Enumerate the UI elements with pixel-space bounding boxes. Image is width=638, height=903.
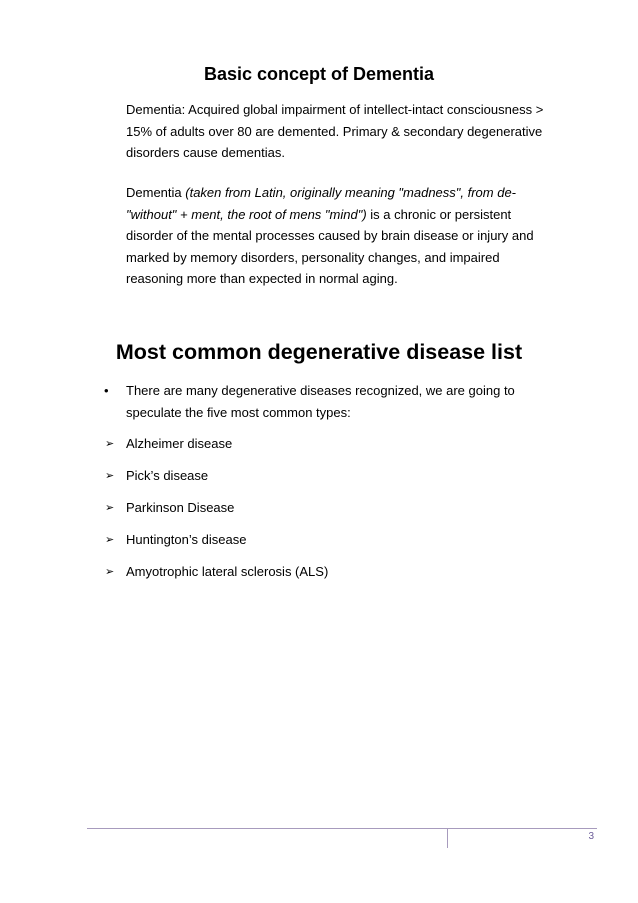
list-item-label: Pick’s disease — [126, 468, 209, 483]
paragraph-line: 15% of adults over 80 are demented. Primary & secondary degenerative — [126, 123, 543, 139]
dementia-etymology-paragraph — [126, 182, 596, 290]
paragraph-line: Dementia: Acquired global impairment of intellect-intact consciousness > — [126, 102, 544, 117]
bullet-text-line: There are many degenerative diseases recognized, we are going to — [126, 383, 515, 398]
paragraph-line: reasoning more than expected in normal aging. — [126, 271, 398, 287]
paragraph-text: is a chronic or persistent — [366, 206, 512, 222]
arrow-bullet-icon: ➢ — [105, 534, 115, 546]
arrow-bullet-icon: ➢ — [105, 566, 115, 578]
list-item-alzheimer — [105, 434, 233, 454]
list-item-label: Amyotrophic lateral sclerosis (ALS) — [126, 564, 329, 579]
list-item-picks — [105, 466, 209, 486]
arrow-bullet-icon: ➢ — [105, 438, 115, 450]
page-number: 3 — [588, 831, 594, 842]
bullet-intro — [104, 380, 596, 423]
paragraph-line: marked by memory disorders, personality changes, and impaired — [126, 249, 500, 265]
list-item-parkinson — [105, 498, 235, 518]
paragraph-line: disorders cause dementias. — [126, 145, 285, 161]
arrow-bullet-icon: ➢ — [105, 470, 115, 482]
section-title-dementia: Basic concept of Dementia — [203, 64, 435, 84]
list-item-label: Huntington’s disease — [126, 532, 247, 547]
list-item-label: Alzheimer disease — [126, 436, 233, 451]
list-item-als — [105, 562, 329, 582]
paragraph-line: disorder of the mental processes caused by brain disease or injury and — [126, 228, 534, 244]
page-number-box — [447, 828, 597, 848]
section-title-degenerative-diseases: Most common degenerative disease list — [115, 340, 523, 364]
etymology-text: (taken from Latin, originally meaning "madness", from de- — [185, 185, 517, 200]
paragraph-lead: Dementia — [126, 185, 186, 200]
list-item-label: Parkinson Disease — [126, 500, 235, 515]
arrow-bullet-icon: ➢ — [105, 502, 115, 514]
dementia-definition-paragraph — [126, 99, 596, 164]
etymology-text: "without" + ment, the root of mens "mind") — [126, 206, 367, 222]
bullet-icon: • — [104, 383, 109, 398]
bullet-text-line: speculate the five most common types: — [126, 404, 351, 420]
list-item-huntington — [105, 530, 247, 550]
